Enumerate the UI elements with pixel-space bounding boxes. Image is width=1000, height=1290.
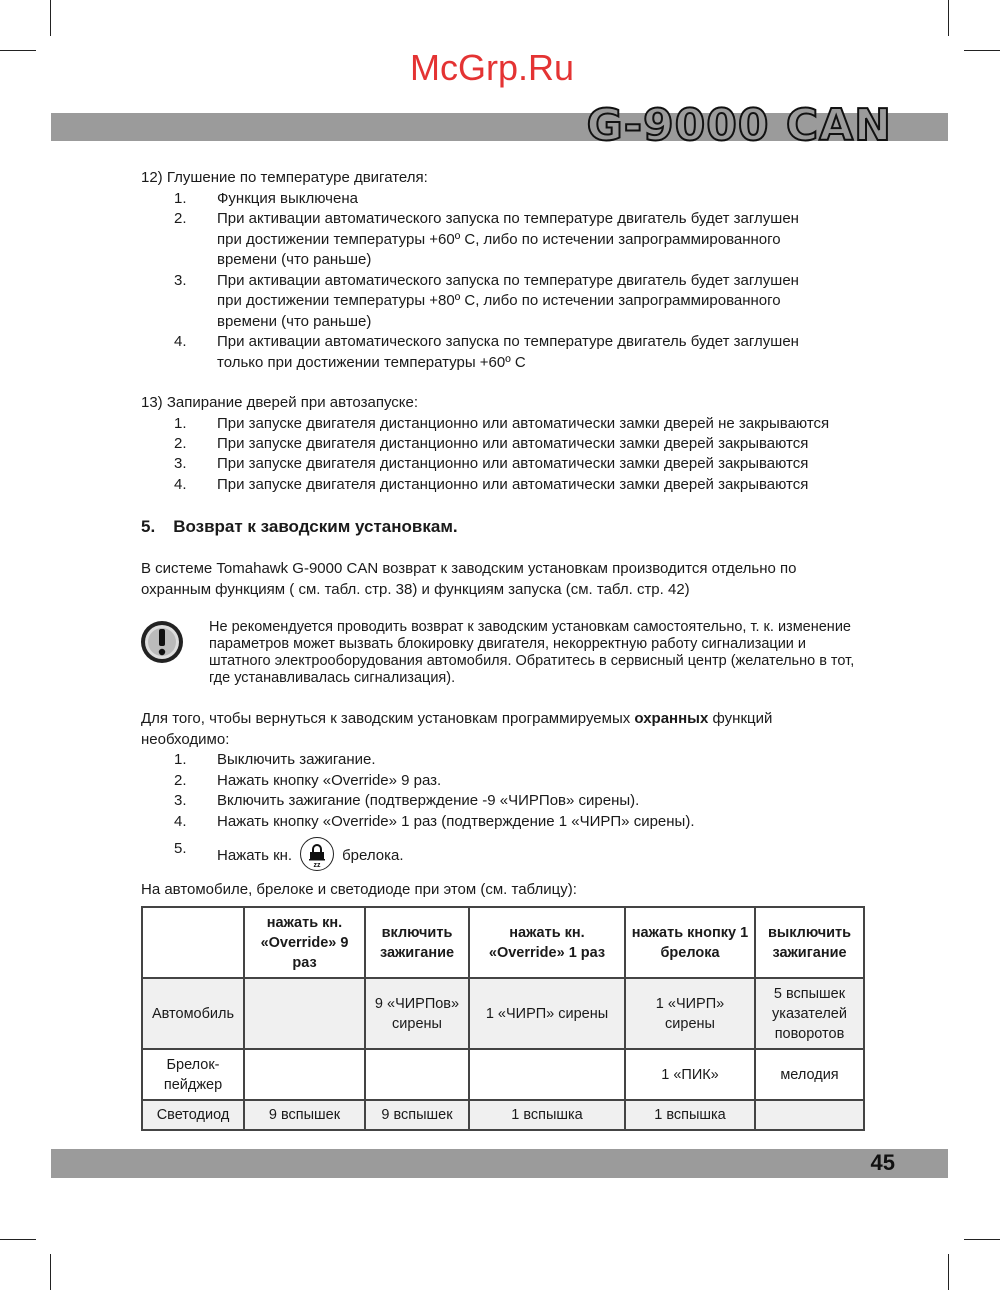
table-cell: мелодия <box>755 1049 864 1100</box>
table-cell <box>469 1049 625 1100</box>
step-number: 4. <box>174 812 187 830</box>
list-item-text: при достижении температуры +60º С, либо по истечении запрограммированного <box>217 230 781 248</box>
step-text: Включить зажигание (подтверждение -9 «ЧИРПов» сирены). <box>217 792 640 809</box>
paragraph: В системе Tomahawk G-9000 CAN возврат к заводским установкам производится отдельно по <box>141 560 797 577</box>
crop-mark <box>0 50 36 51</box>
step-number: 2. <box>174 771 187 789</box>
crop-mark <box>964 1239 1000 1240</box>
list-item-text: При запуске двигателя дистанционно или автоматически замки дверей закрываются <box>217 455 809 473</box>
crop-mark <box>948 0 949 36</box>
section-title: Возврат к заводским установкам. <box>173 517 458 536</box>
table-cell: Брелок-пейджер <box>142 1049 244 1100</box>
table-cell: 1 вспышка <box>625 1100 755 1130</box>
warning-exclamation-icon <box>139 619 185 665</box>
table-cell: 1 «ЧИРП» сирены <box>625 978 755 1049</box>
table-cell: 9 «ЧИРПов» сирены <box>365 978 469 1049</box>
table-cell: 1 вспышка <box>469 1100 625 1130</box>
page-number: 45 <box>870 1150 895 1175</box>
table-header-cell <box>142 907 244 978</box>
lock-zz-button-icon <box>300 837 334 871</box>
footer-bar <box>51 1149 948 1178</box>
table-row <box>142 1100 864 1130</box>
table-header-cell: выключить зажигание <box>755 907 864 978</box>
list-number: 1. <box>174 189 187 207</box>
table-header-cell: нажать кн. «Override» 1 раз <box>469 907 625 978</box>
list-item-text: При запуске двигателя дистанционно или автоматически замки дверей закрываются <box>217 434 809 452</box>
table-cell <box>244 978 365 1049</box>
table-cell: 9 вспышек <box>244 1100 365 1130</box>
crop-mark <box>50 0 51 36</box>
step-text: Нажать кнопку «Override» 1 раз (подтверждение 1 «ЧИРП» сирены). <box>217 812 695 830</box>
table-cell: Автомобиль <box>142 978 244 1049</box>
list-number: 3. <box>174 271 187 289</box>
svg-text:zz: zz <box>313 862 321 869</box>
crop-mark <box>964 50 1000 51</box>
table-header-cell: включить зажигание <box>365 907 469 978</box>
section-heading <box>141 517 476 537</box>
list-number: 4. <box>174 475 187 493</box>
paragraph: охранным функциям ( см. табл. стр. 38) и функциям запуска (см. табл. стр. 42) <box>141 581 690 598</box>
watermark: McGrp.Ru <box>410 47 575 88</box>
list-item-text: При запуске двигателя дистанционно или автоматически замки дверей закрываются <box>217 475 809 493</box>
section-number: 5. <box>141 517 156 536</box>
list-number: 1. <box>174 414 187 432</box>
section-title: 13) Запирание дверей при автозапуске: <box>141 394 419 411</box>
list-item-text: При активации автоматического запуска по температуре двигатель будет заглушен <box>217 271 799 289</box>
list-item-text: при достижении температуры +80º С, либо по истечении запрограммированного <box>217 292 781 309</box>
list-item-text: При запуске двигателя дистанционно или автоматически замки дверей не закрываются <box>217 414 830 432</box>
table-cell: 9 вспышек <box>365 1100 469 1130</box>
list-item-text: Функция выключена <box>217 189 358 207</box>
table-cell: 5 вспышек указателей поворотов <box>755 978 864 1049</box>
warning-text: Не рекомендуется проводить возврат к заводским установкам самостоятельно, т. к. изменение параметров может вызвать блокировку двигателя, некорректную работу сигнализации и штатного электрооборудования автомобиля. Обратитесь в сервисный центр (желательно в тот, где устанавливалась сигнализация). <box>209 619 855 686</box>
list-item-text: времени (что раньше) <box>217 251 372 268</box>
step-number: 1. <box>174 751 187 768</box>
table-cell: 1 «ПИК» <box>625 1049 755 1100</box>
step-number: 5. <box>174 840 187 857</box>
table-row <box>142 1049 864 1100</box>
list-number: 2. <box>174 434 187 452</box>
table-cell: 1 «ЧИРП» сирены <box>469 978 625 1049</box>
list-number: 4. <box>174 333 187 350</box>
table-cell <box>755 1100 864 1130</box>
table-header-cell: нажать кнопку 1 брелока <box>625 907 755 978</box>
crop-mark <box>50 1254 51 1290</box>
list-number: 2. <box>174 210 187 227</box>
crop-mark <box>0 1239 36 1240</box>
result-table <box>141 906 865 1131</box>
crop-mark <box>948 1254 949 1290</box>
step-text: Нажать кн. zz брелока. <box>217 839 404 873</box>
step-text: Нажать кнопку «Override» 9 раз. <box>217 771 442 789</box>
table-row <box>142 978 864 1049</box>
list-item-text: только при достижении температуры +60º С <box>217 353 526 371</box>
list-item-text: При активации автоматического запуска по температуре двигатель будет заглушен <box>217 333 799 350</box>
list-number: 3. <box>174 455 187 473</box>
table-cell <box>244 1049 365 1100</box>
step-number: 3. <box>174 792 187 809</box>
list-item-text: времени (что раньше) <box>217 312 372 330</box>
product-logo: G-9000 CAN <box>586 100 892 151</box>
paragraph: Для того, чтобы вернуться к заводским установкам программируемых охранных функций <box>141 710 773 727</box>
table-header-row <box>142 907 864 978</box>
section-title: 12) Глушение по температуре двигателя: <box>141 169 428 186</box>
list-item-text: При активации автоматического запуска по температуре двигатель будет заглушен <box>217 210 799 227</box>
table-caption: На автомобиле, брелоке и светодиоде при этом (см. таблицу): <box>141 881 577 898</box>
table-cell <box>365 1049 469 1100</box>
table-cell: Светодиод <box>142 1100 244 1130</box>
step-text: Выключить зажигание. <box>217 751 376 768</box>
paragraph: необходимо: <box>141 731 230 748</box>
table-header-cell: нажать кн. «Override» 9 раз <box>244 907 365 978</box>
